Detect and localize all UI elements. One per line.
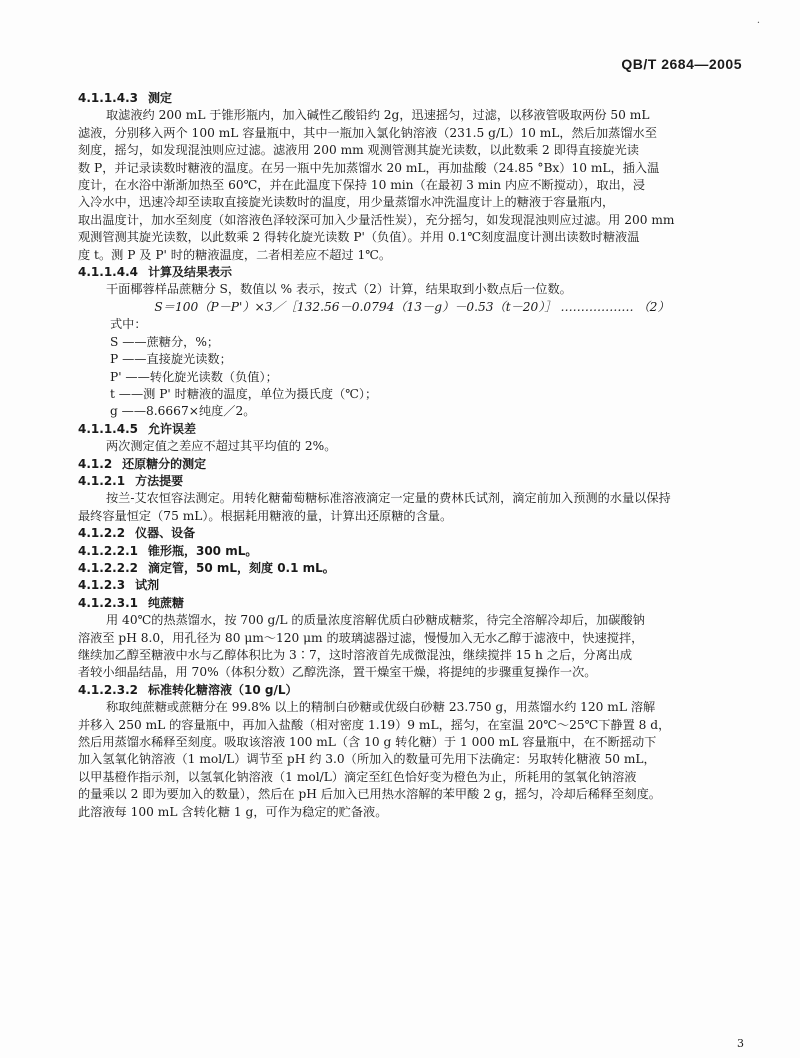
standard-code: QB/T 2684—2005: [621, 56, 742, 72]
section-number: 4.1.2.2.2: [78, 560, 138, 575]
legend-line: P ——直接旋光读数；: [110, 352, 232, 367]
paragraph-line: 的量乘以 2 即为要加入的数量），然后在 pH 后加入已用热水溶解的苯甲酸 2 g，摇匀，冷却后稀释至刻度。: [78, 787, 661, 802]
section-title: 计算及结果表示: [147, 265, 232, 280]
paragraph-line: 干面椰蓉样品蔗糖分 S，数值以 % 表示，按式（2）计算，结果取到小数点后一位数。: [106, 282, 572, 297]
body-text: [78, 90, 746, 821]
legend-line: 式中：: [110, 317, 147, 332]
section-heading: [78, 595, 746, 612]
section-heading: [78, 264, 746, 281]
paragraph-line: 溶液至 pH 8.0，用孔径为 80 μm～120 μm 的玻璃滤器过滤，慢慢加入无水乙醇于滤液中，快速搅拌，: [78, 630, 644, 645]
section-number: 4.1.2: [78, 456, 113, 471]
legend-line: P' ——转化旋光读数（负值）；: [110, 369, 278, 384]
paragraph-line: 此溶液每 100 mL 含转化糖 1 g，可作为稳定的贮备液。: [78, 804, 388, 819]
section-title: 纯蔗糖: [147, 595, 184, 610]
section-heading: [78, 456, 746, 473]
section-number: 4.1.2.3.1: [78, 595, 138, 610]
paragraph-line: 然后用蒸馏水稀释至刻度。吸取该溶液 100 mL（含 10 g 转化糖）于 1 000 mL 容量瓶中，在不断摇动下: [78, 735, 657, 750]
paragraph-line: 两次测定值之差应不超过其平均值的 2%。: [106, 439, 337, 454]
section-heading: [78, 421, 746, 438]
section-heading: [78, 682, 746, 699]
legend-line: g ——8.6667×纯度／2。: [110, 404, 256, 419]
section-title: 滴定管，50 mL，刻度 0.1 mL。: [147, 560, 335, 575]
section-number: 4.1.2.1: [78, 473, 126, 488]
paragraph-line: 度计，在水浴中渐渐加热至 60℃，并在此温度下保持 10 min（在最初 3 min 内应不断搅动），取出，浸: [78, 178, 646, 193]
section-number: 4.1.1.4.4: [78, 265, 138, 280]
section-number: 4.1.2.2.1: [78, 543, 138, 558]
section-heading: [78, 560, 746, 577]
paragraph-line: 入冷水中，迅速冷却至读取直接旋光读数时的温度，用少量蒸馏水冲洗温度计上的糖液于容量瓶内，: [78, 195, 615, 210]
section-title: 方法提要: [135, 473, 184, 488]
section-title: 仪器、设备: [135, 526, 196, 541]
section-heading: [78, 543, 746, 560]
paragraph-line: 最终容量恒定（75 mL）。根据耗用糖液的量，计算出还原糖的含量。: [78, 508, 453, 523]
section-number: 4.1.1.4.5: [78, 421, 138, 436]
legend-line: t ——测 P' 时糖液的温度，单位为摄氏度（℃）；: [110, 386, 378, 401]
paragraph-line: 度 t。测 P 及 P' 时的糖液温度，二者相差应不超过 1℃。: [78, 247, 392, 262]
paragraph-line: 数 P，并记录读数时糖液的温度。在另一瓶中先加蒸馏水 20 mL，再加盐酸（24.85 °Bx）10 mL，插入温: [78, 160, 660, 175]
section-title: 标准转化糖溶液（10 g/L）: [147, 682, 298, 697]
section-title: 测定: [147, 91, 172, 105]
paragraph-line: 滤液，分别移入两个 100 mL 容量瓶中，其中一瓶加入氯化钠溶液（231.5 g/L）10 mL，然后加蒸馏水至: [78, 125, 657, 140]
page-number: 3: [737, 1037, 744, 1050]
paragraph-line: 按兰-艾农恒容法测定。用转化糖葡萄糖标准溶液滴定一定量的费林氏试剂，滴定前加入预测的水量以保持: [106, 491, 671, 506]
section-number: 4.1.1.4.3: [78, 91, 138, 105]
section-number: 4.1.2.2: [78, 526, 126, 541]
paragraph-line: 刻度，摇匀，如发现混浊则应过滤。滤液用 200 mm 观测管测其旋光读数，以此数乘 2 即得直接旋光读: [78, 143, 639, 158]
paragraph-line: 加入氢氧化钠溶液（1 mol/L）调节至 pH 约 3.0（所加入的数量可先用下法确定：另取转化糖液 50 mL，: [78, 752, 656, 767]
paragraph-line: 以甲基橙作指示剂，以氢氧化钠溶液（1 mol/L）滴定至红色恰好变为橙色为止，所耗用的氢氧化钠溶液: [78, 769, 637, 784]
paragraph-line: 取出温度计，加水至刻度（如溶液色泽较深可加入少量活性炭），充分摇匀，如发现混浊则应过滤。用 200 mm: [78, 212, 675, 227]
paragraph-line: 称取纯蔗糖或蔗糖分在 99.8% 以上的精制白砂糖或优级白砂糖 23.750 g，用蒸馏水约 120 mL 溶解: [106, 700, 656, 715]
legend-line: S ——蔗糖分，%；: [110, 334, 220, 349]
paragraph-line: 取滤液约 200 mL 于锥形瓶内，加入碱性乙酸铅约 2g，迅速摇匀，过滤，以移液管吸取两份 50 mL: [106, 108, 650, 123]
formula: S＝100（P－P'）×3／［132.56－0.0794（13－g）－0.53（t－20）］ ……………… （2）: [154, 299, 670, 314]
section-title: 还原糖分的测定: [122, 456, 207, 471]
section-heading: [78, 525, 746, 542]
section-title: 锥形瓶，300 mL。: [147, 543, 258, 558]
section-heading: [78, 90, 746, 107]
section-number: 4.1.2.3.2: [78, 682, 138, 697]
paragraph-line: 用 40℃的热蒸馏水，按 700 g/L 的质量浓度溶解优质白砂糖成糖浆，待完全溶解冷却后，加碳酸钠: [106, 613, 645, 628]
paragraph-line: 观测管测其旋光读数，以此数乘 2 得转化旋光读数 P'（负值）。并用 0.1℃刻度温度计测出读数时糖液温: [78, 230, 640, 245]
paragraph-line: 继续加乙醇至糖液中水与乙醇体积比为 3∶7，这时溶液首先成微混浊，继续搅拌 15 h 之后，分离出成: [78, 648, 633, 662]
section-number: 4.1.2.3: [78, 578, 126, 593]
section-heading: [78, 577, 746, 594]
section-title: 允许误差: [147, 421, 196, 436]
paragraph-line: 者较小细晶结晶，用 70%（体积分数）乙醇洗涤，置干燥室干燥，将提纯的步骤重复操作一次。: [78, 665, 597, 680]
paragraph-line: 并移入 250 mL 的容量瓶中，再加入盐酸（相对密度 1.19）9 mL，摇匀，在室温 20℃～25℃下静置 8 d，: [78, 717, 671, 732]
section-title: 试剂: [135, 578, 160, 593]
corner-mark: ·: [756, 18, 760, 29]
section-heading: [78, 473, 746, 490]
